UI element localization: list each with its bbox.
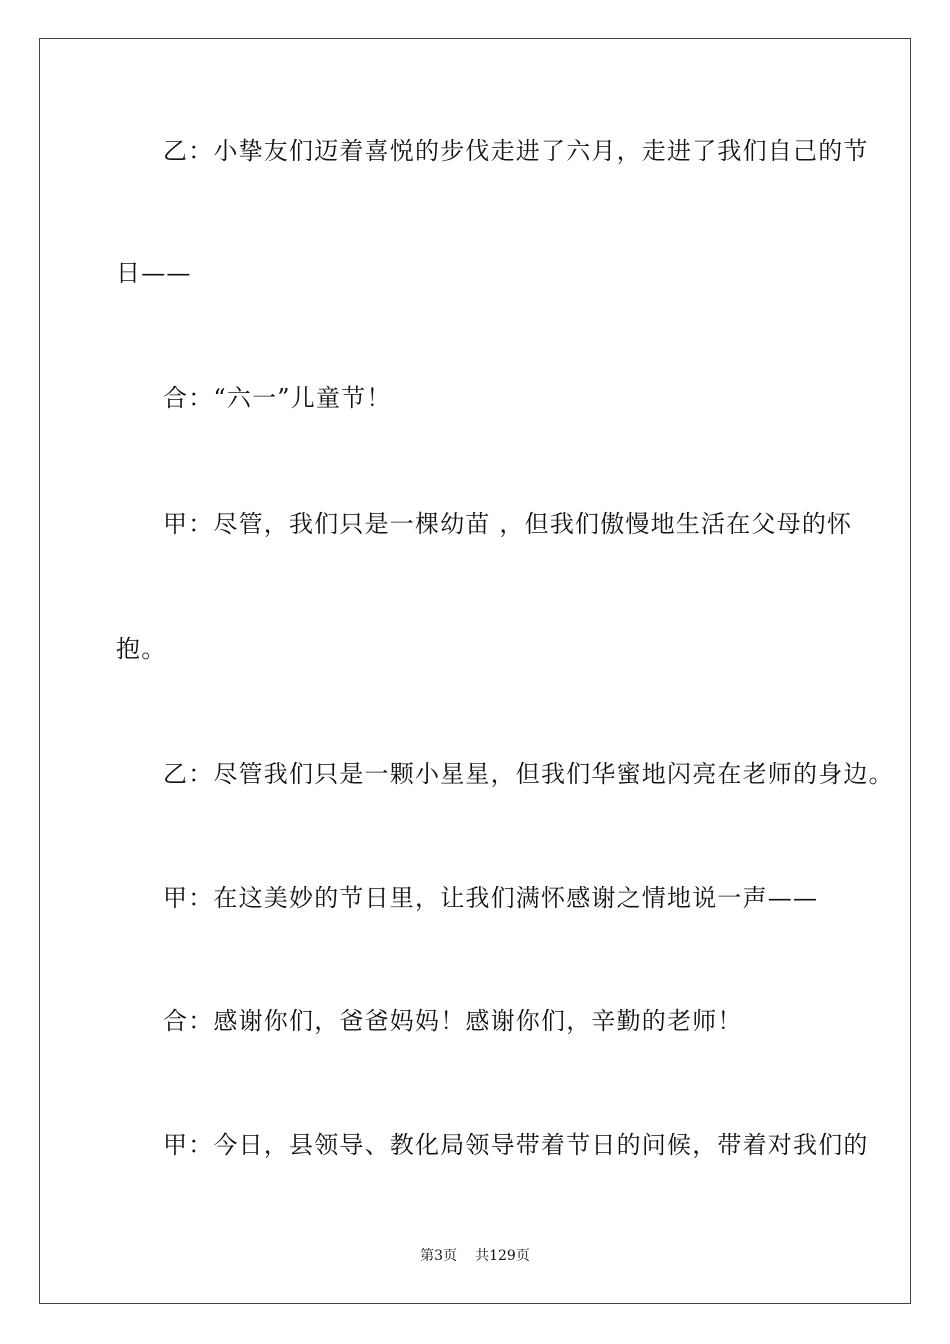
page-number: 第3页 [420,1248,458,1264]
page-total: 共129页 [475,1248,530,1264]
page-border [39,38,911,1304]
text-line-9: 甲：今日，县领导、教化局领导带着节日的问候，带着对我们的 [163,1131,869,1159]
text-line-8: 合：感谢你们，爸爸妈妈！感谢你们，辛勤的老师！ [163,1007,743,1035]
text-line-1: 乙：小挚友们迈着喜悦的步伐走进了六月，走进了我们自己的节 [163,137,869,165]
text-line-7: 甲：在这美妙的节日里，让我们满怀感谢之情地说一声—— [163,884,819,912]
text-line-3: 合：“六一”儿童节！ [163,384,392,412]
text-line-5: 抱。 [116,635,167,663]
text-line-6: 乙：尽管我们只是一颗小星星，但我们华蜜地闪亮在老师的身边。 [163,760,894,788]
page-footer [0,1247,950,1265]
text-line-2: 日—— [116,259,192,287]
text-line-4: 甲：尽管，我们只是一棵幼苗 ，但我们傲慢地生活在父母的怀 [163,510,853,538]
